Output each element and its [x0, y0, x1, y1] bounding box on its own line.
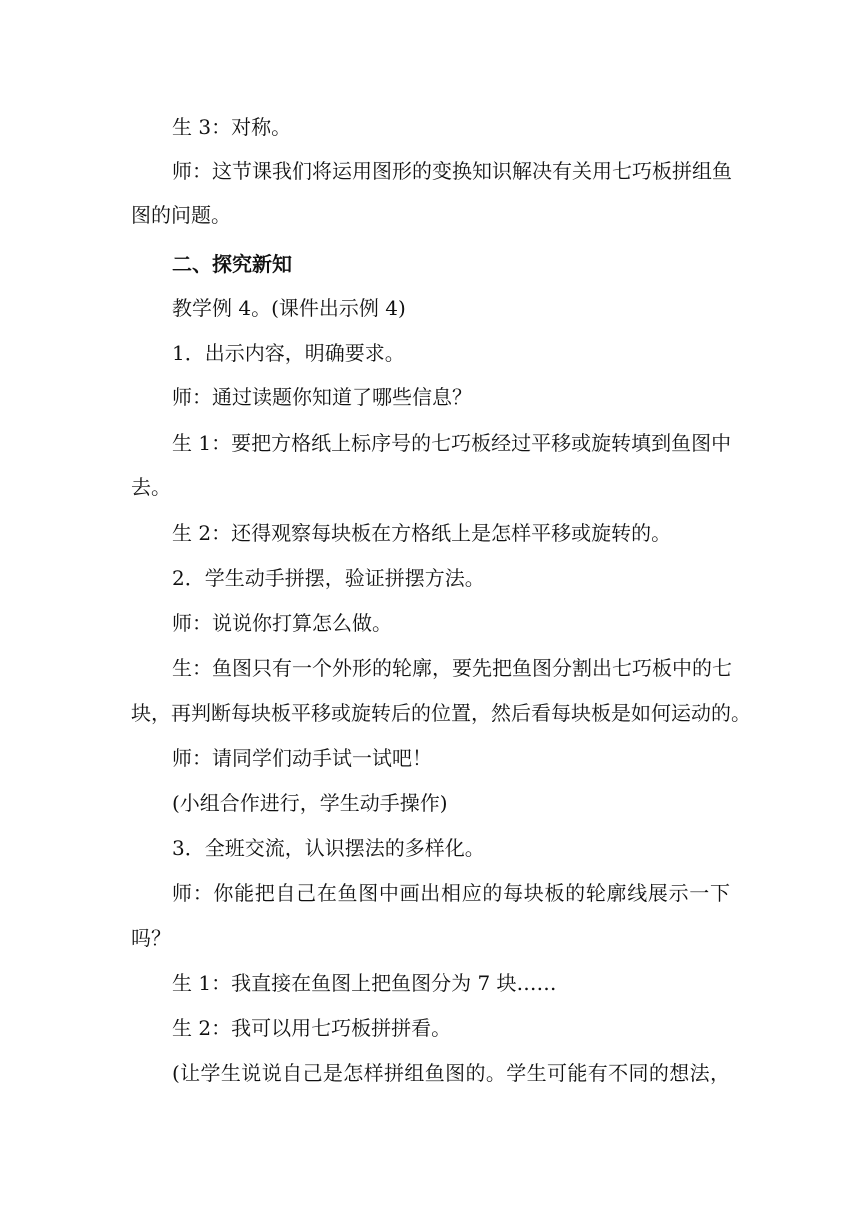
paragraph-teacher-show-cont: 吗？ [131, 926, 171, 950]
paragraph-student2-tangram: 生 2：我可以用七巧板拼拼看。 [172, 1016, 452, 1040]
paragraph-step3: 3．全班交流，认识摆法的多样化。 [172, 836, 485, 860]
paragraph-student1-split: 生 1：我直接在鱼图上把鱼图分为 7 块…… [172, 971, 557, 995]
paragraph-student1-answer: 生 1：要把方格纸上标序号的七巧板经过平移或旋转填到鱼图中 [172, 431, 732, 455]
paragraph-teacher-intro-cont: 图的问题。 [131, 203, 231, 227]
paragraph-group-work: (小组合作进行，学生动手操作) [172, 791, 448, 815]
paragraph-step1: 1．出示内容，明确要求。 [172, 341, 405, 365]
paragraph-student1-answer-cont: 去。 [131, 475, 171, 499]
paragraph-step2: 2．学生动手拼摆，验证拼摆方法。 [172, 566, 485, 590]
paragraph-teacher-show: 师：你能把自己在鱼图中画出相应的每块板的轮廓线展示一下 [172, 881, 730, 905]
paragraph-teacher-intro: 师：这节课我们将运用图形的变换知识解决有关用七巧板拼组鱼 [172, 159, 732, 183]
paragraph-student2-answer: 生 2：还得观察每块板在方格纸上是怎样平移或旋转的。 [172, 521, 672, 545]
paragraph-example4: 教学例 4。(课件出示例 4) [172, 296, 406, 320]
section-heading-explore: 二、探究新知 [172, 252, 292, 276]
paragraph-teacher-prompt: 师：说说你打算怎么做。 [172, 611, 392, 635]
paragraph-student-explain: (让学生说说自己是怎样拼组鱼图的。学生可能有不同的想法， [172, 1061, 730, 1085]
paragraph-student-plan: 生：鱼图只有一个外形的轮廓，要先把鱼图分割出七巧板中的七 [172, 656, 732, 680]
paragraph-teacher-try: 师：请同学们动手试一试吧！ [172, 746, 432, 770]
paragraph-teacher-question: 师：通过读题你知道了哪些信息？ [172, 385, 472, 409]
paragraph-student-plan-cont: 块，再判断每块板平移或旋转后的位置，然后看每块板是如何运动的。 [131, 701, 751, 725]
paragraph-student3-symmetry: 生 3：对称。 [172, 115, 292, 139]
